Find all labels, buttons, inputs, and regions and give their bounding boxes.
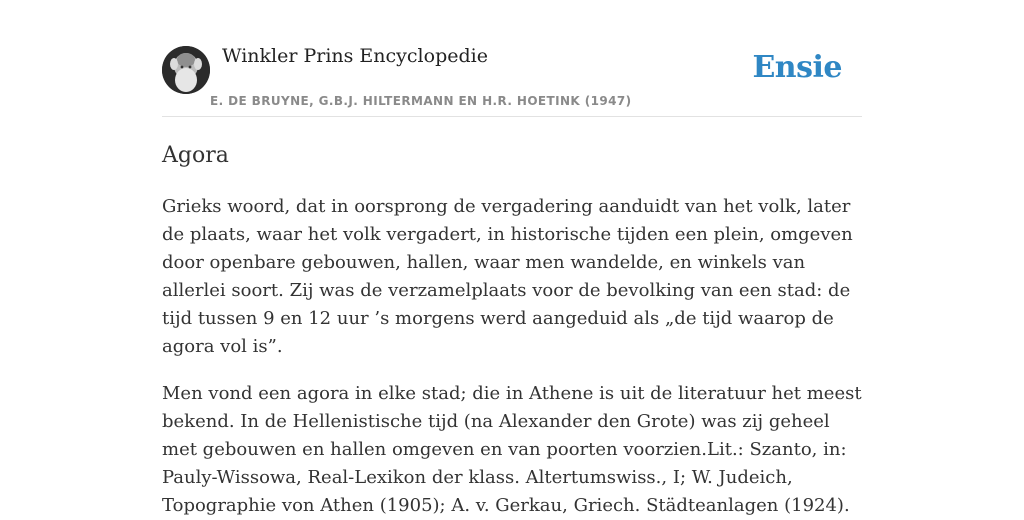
publication-header bbox=[162, 0, 862, 117]
article-title: Agora bbox=[162, 143, 229, 168]
article-paragraph-1: Grieks woord, dat in oorsprong de vergadering aanduidt van het volk, later de plaats, waar het volk vergadert, in historische tijden een plein, omgeven door openbare gebouwen, hallen, waar men wandelde, en winkels van allerlei soort. Zij was de verzamelplaats voor de bevolking van een stad: de tijd tussen 9 en 12 uur ’s morgens werd aangeduid als „de tijd waarop de agora vol is”. bbox=[162, 196, 853, 357]
ensie-logo[interactable]: Ensie bbox=[752, 50, 842, 85]
article-paragraph-2: Men vond een agora in elke stad; die in Athene is uit de literatuur het meest bekend. In de Hellenistische tijd (na Alexander den Grote) was zij geheel met gebouwen en hallen omgeven en van poorten voorzien.Lit.: Szanto, in: Pauly-Wissowa, Real-Lexikon der klass. Altertumswiss., I; W. Judeich, Topographie von Athen (1905); A. v. Gerkau, Griech. Städteanlagen (1924). bbox=[162, 383, 862, 516]
author-portrait-avatar[interactable] bbox=[162, 46, 210, 94]
page-content bbox=[162, 0, 862, 520]
publication-authors: E. DE BRUYNE, G.B.J. HILTERMANN EN H.R. HOETINK (1947) bbox=[210, 94, 632, 108]
publication-title[interactable]: Winkler Prins Encyclopedie bbox=[222, 45, 488, 67]
